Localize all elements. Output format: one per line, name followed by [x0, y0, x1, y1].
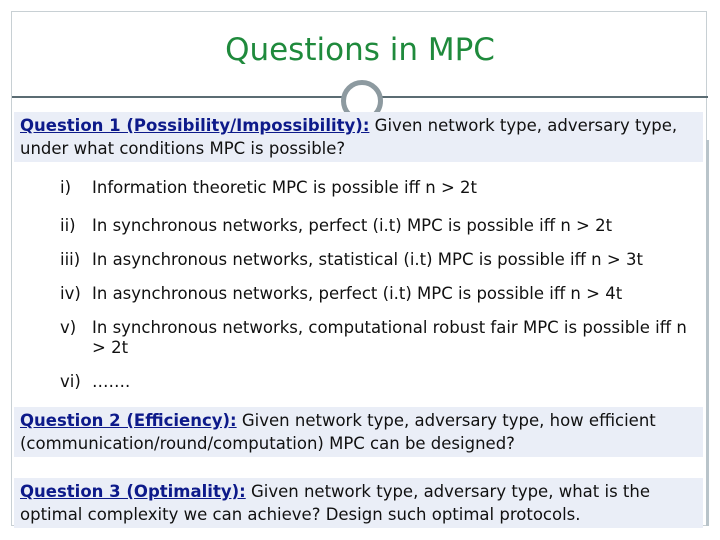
- question-2-label: Question 2 (Efficiency):: [20, 411, 237, 430]
- list-item-text: In synchronous networks, perfect (i.t) MPC is possible iff n > 2t: [92, 216, 613, 235]
- list-item-text: …….: [92, 372, 131, 391]
- list-item-text: In asynchronous networks, statistical (i.t) MPC is possible iff n > 3t: [92, 250, 643, 269]
- list-item-text: Information theoretic MPC is possible iff n > 2t: [92, 178, 477, 197]
- slide-edge-bar: [706, 140, 709, 526]
- list-item: [60, 216, 700, 236]
- list-item: [60, 372, 700, 392]
- list-item-number: iii): [60, 250, 81, 269]
- question-2-text: Given network type, adversary type, how efficient (communication/round/computation) MPC can be designed?: [20, 411, 656, 453]
- list-item-number: iv): [60, 284, 81, 303]
- list-item-number: i): [60, 178, 72, 197]
- question-1-label: Question 1 (Possibility/Impossibility):: [20, 116, 370, 135]
- list-item-text: In synchronous networks, computational robust fair MPC is possible iff n > 2t: [92, 318, 687, 357]
- slide-title: Questions in MPC: [225, 32, 495, 68]
- list-item-number: v): [60, 318, 77, 337]
- question-3-box: [14, 478, 703, 528]
- list-item: [60, 318, 700, 358]
- list-item-text: In asynchronous networks, perfect (i.t) MPC is possible iff n > 4t: [92, 284, 623, 303]
- question-3-text: Given network type, adversary type, what is the optimal complexity we can achieve? Design such optimal protocols.: [20, 482, 650, 524]
- question-3-label: Question 3 (Optimality):: [20, 482, 246, 501]
- list-item: [60, 250, 700, 270]
- question-1-box: [14, 112, 703, 162]
- condition-list: [60, 178, 700, 402]
- list-item-number: ii): [60, 216, 76, 235]
- list-item: [60, 178, 700, 198]
- list-item: [60, 284, 700, 304]
- list-item-number: vi): [60, 372, 81, 391]
- question-1-text: Given network type, adversary type, under what conditions MPC is possible?: [20, 116, 678, 158]
- question-2-box: [14, 407, 703, 457]
